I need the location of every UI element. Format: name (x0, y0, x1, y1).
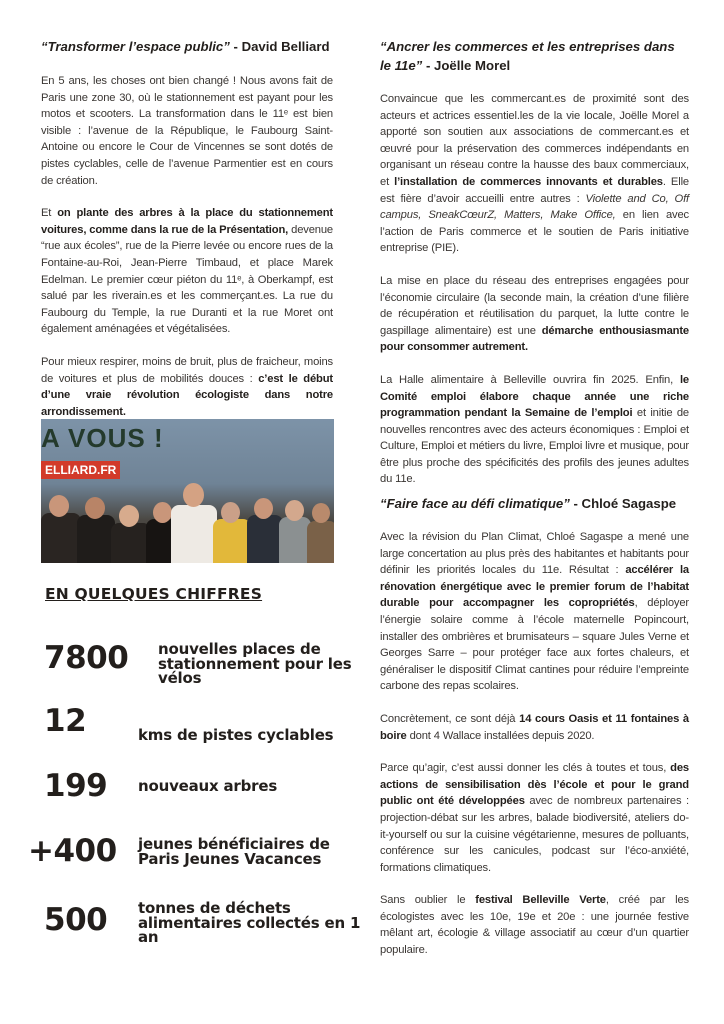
section-title: “Faire face au défi climatique” - Chloé Sagaspe (380, 496, 677, 511)
paragraph: En 5 ans, les choses ont bien changé ! Nous avons fait de Paris une zone 30, où le stationnement est payant pour les motos et scooters. La transformation dans le 11ᵉ est bien visible : l’avenue de la République, le Faubourg Saint-Antoine ou encore le Cour de Vincennes se sont dotés de pistes cyclables, celle de l’avenue Parmentier est en cours de création. (41, 75, 333, 187)
photo-slogan: A VOUS ! (41, 423, 164, 453)
stat-label: nouveaux arbres (138, 777, 278, 795)
stat-item (28, 834, 368, 868)
campaign-photo (41, 419, 334, 563)
paragraph: Avec la révision du Plan Climat, Chloé Sagaspe a mené une large concertation au plus près des habitantes et habitants pour définir les priorités locales du 11e. Résultat : accélérer la rénovation énergétique avec le premier forum de l’habitat durable pour accompagner les copropriétés, déployer l’énergie solaire comme à l’école maternelle Popincourt, installer des ombrières et brumisateurs – square Jules Verne et Georges Sarre – pour protéger face aux fortes chaleurs, et généraliser le dispositif Climat cantines pour réduire l’empreinte carbone des repas scolaires. (380, 531, 689, 693)
stat-number: 199 (44, 768, 108, 804)
stat-label: tonnes de déchets alimentaires collectés en 1 an (138, 899, 361, 946)
paragraph: La mise en place du réseau des entreprises engagées pour l’économie circulaire (la seconde main, la création d’une filière de récupération et réutilisation du parquet, la lutte contre le gaspillage alimentaire) est une démarche enthousiasmante pour consommer autrement. (380, 274, 689, 354)
stat-item (44, 899, 378, 946)
paragraph: Sans oublier le festival Belleville Verte, créé par les écologistes avec les 10e, 19e et 20e : une journée festive mêlant art, écologie & village associatif au cœur d’un quartier populaire. (380, 894, 689, 957)
paragraph: Et on plante des arbres à la place du stationnement voitures, comme dans la rue de la Présentation, devenue “rue aux écoles”, rue de la Pierre levée ou encore rues de la Fontaine-au-Roi, Jean-Pierre Timbaud, et place Marek Edelman. Le premier cœur piéton du 11ᵉ, à Oberkampf, est salué par les riverain.es et les commerçant.es. La rue du Faubourg du Temple, la rue Duranti et la rue Moret ont également aménagées et végétalisées. (41, 207, 333, 336)
stats-title: EN QUELQUES CHIFFRES (45, 585, 263, 603)
section-commerces (380, 37, 689, 488)
paragraph: Convaincue que les commercant.es de proximité sont des acteurs et actrices essentiel.les de la vie locale, Joëlle Morel a apporté son soutien aux associations de commercant.es et œuvré pour la préservation des commerces indépendants en organisant un réseau contre la hausse des baux commerciaux, et l’installation de commerces innovants et durables. Elle est fière d’avoir accueilli entre autres : Violette and Co, Off campus, SneakCœurZ, Matters, Make Office, en lien avec l’action de Paris commerce et le soutien de Paris initiative entreprise (PIE). (380, 93, 689, 255)
stat-label: kms de pistes cyclables (138, 726, 334, 744)
paragraph: Parce qu’agir, c’est aussi donner les clés à toutes et tous, des actions de sensibilisation dès l’école et pour le grand public ont été développées avec de nombreux partenaires : projection-débat sur les arbres, balade biodiversité, ateliers do-it-yourself ou sur la cuisine végétarienne, mesures de polluants, conférence sur les canicules, podcast sur l’éco-anxiété, formations climatiques. (380, 762, 689, 874)
stat-item (44, 641, 358, 686)
section-title: “Transformer l’espace public” - David Belliard (41, 39, 330, 54)
stat-number: 12 (44, 703, 87, 739)
section-espace-public (41, 37, 333, 420)
section-climat (380, 494, 689, 959)
stat-label: jeunes bénéficiaires de Paris Jeunes Vacances (138, 835, 330, 868)
stat-item (44, 769, 358, 803)
paragraph: Concrètement, ce sont déjà 14 cours Oasis et 11 fontaines à boire dont 4 Wallace installées depuis 2020. (380, 712, 689, 742)
paragraph: Pour mieux respirer, moins de bruit, plus de fraicheur, moins de voitures et plus de mobilités douces : c’est le début d’une vraie révolution écologiste dans notre arrondissement. (41, 355, 333, 418)
crowd-of-people (41, 475, 334, 563)
stat-item (44, 704, 378, 743)
stat-number: 7800 (44, 640, 129, 676)
stat-number: 500 (44, 902, 108, 938)
stat-number: +400 (28, 833, 117, 869)
paragraph: La Halle alimentaire à Belleville ouvrira fin 2025. Enfin, le Comité emploi élabore chaque année une riche programmation pendant la Semaine de l’emploi et initie de nouvelles rencontres avec des acteurs économiques : Emploi et Culture, Emploi et métiers du livre, Emploi livre et musique, pour être plus proche des spécificités des profils des jeunes adultes du 11e. (380, 373, 689, 486)
section-title: “Ancrer les commerces et les entreprises dans le 11e” - Joëlle Morel (380, 39, 675, 73)
photo-website-banner: ELLIARD.FR (41, 461, 120, 479)
stat-label: nouvelles places de stationnement pour les vélos (158, 640, 352, 687)
